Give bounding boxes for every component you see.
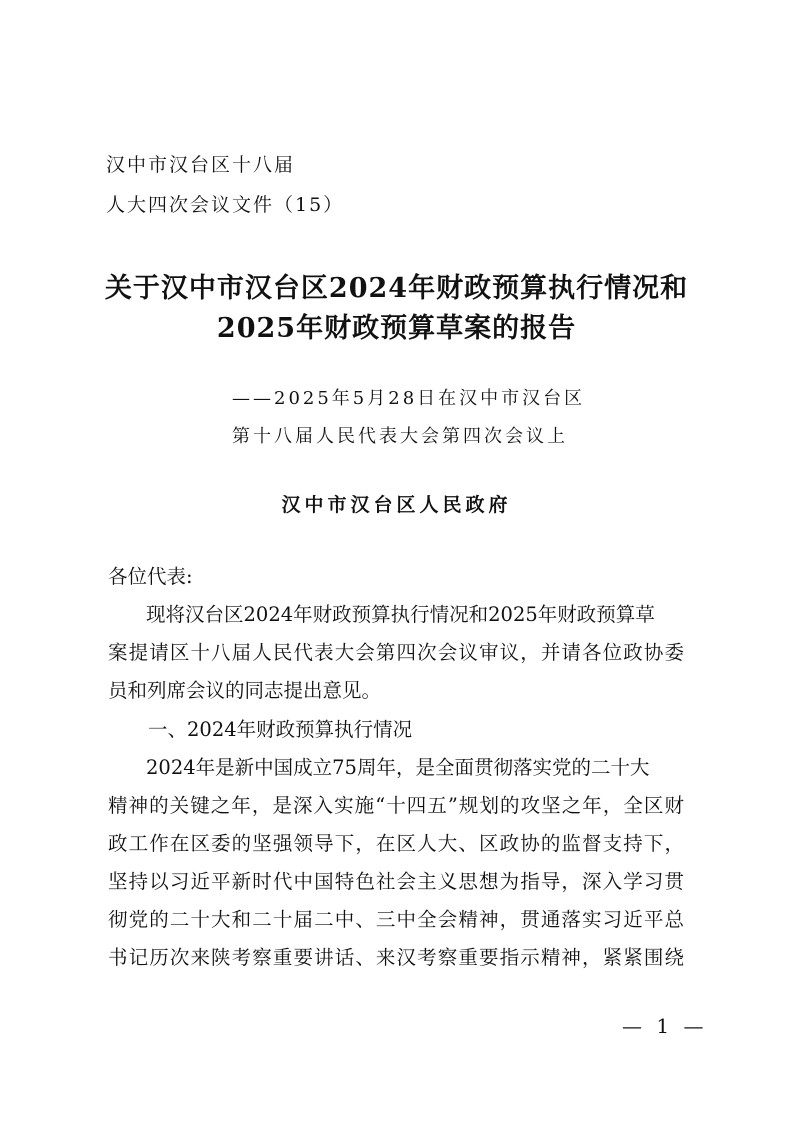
subtitle-line1: ——2025年5月28日在汉中市汉台区: [232, 388, 586, 409]
salutation: 各位代表:: [108, 565, 193, 588]
page-number: — 1 —: [622, 1014, 708, 1038]
paragraph2-line3: 政工作在区委的坚强领导下，在区人大、区政协的监督支持下，: [108, 832, 684, 855]
paragraph2-line1: 2024年是新中国成立75周年，是全面贯彻落实党的二十大: [146, 756, 650, 779]
author-organization: 汉中市汉台区人民政府: [281, 494, 512, 516]
paragraph1-line1: 现将汉台区2024年财政预算执行情况和2025年财政预算草: [146, 603, 655, 626]
report-title-line1: 关于汉中市汉台区2024年财政预算执行情况和: [104, 273, 689, 304]
paragraph1-line3: 员和列席会议的同志提出意见。: [108, 679, 382, 702]
section1-heading: 一、2024年财政预算执行情况: [148, 718, 413, 741]
file-number-line2: 人大四次会议文件（15）: [106, 194, 345, 216]
paragraph2-line6: 书记历次来陕考察重要讲话、来汉考察重要指示精神，紧紧围绕: [108, 946, 684, 969]
subtitle-line2: 第十八届人民代表大会第四次会议上: [232, 426, 568, 447]
report-title-line2: 2025年财政预算草案的报告: [216, 313, 577, 344]
paragraph2-line2: 精神的关键之年，是深入实施“十四五”规划的攻坚之年，全区财: [108, 794, 684, 817]
paragraph2-line5: 彻党的二十大和二十届二中、三中全会精神，贯通落实习近平总: [108, 908, 684, 931]
file-number-line1: 汉中市汉台区十八届: [106, 154, 296, 176]
paragraph2-line4: 坚持以习近平新时代中国特色社会主义思想为指导，深入学习贯: [108, 870, 684, 893]
paragraph1-line2: 案提请区十八届人民代表大会第四次会议审议，并请各位政协委: [108, 641, 684, 664]
